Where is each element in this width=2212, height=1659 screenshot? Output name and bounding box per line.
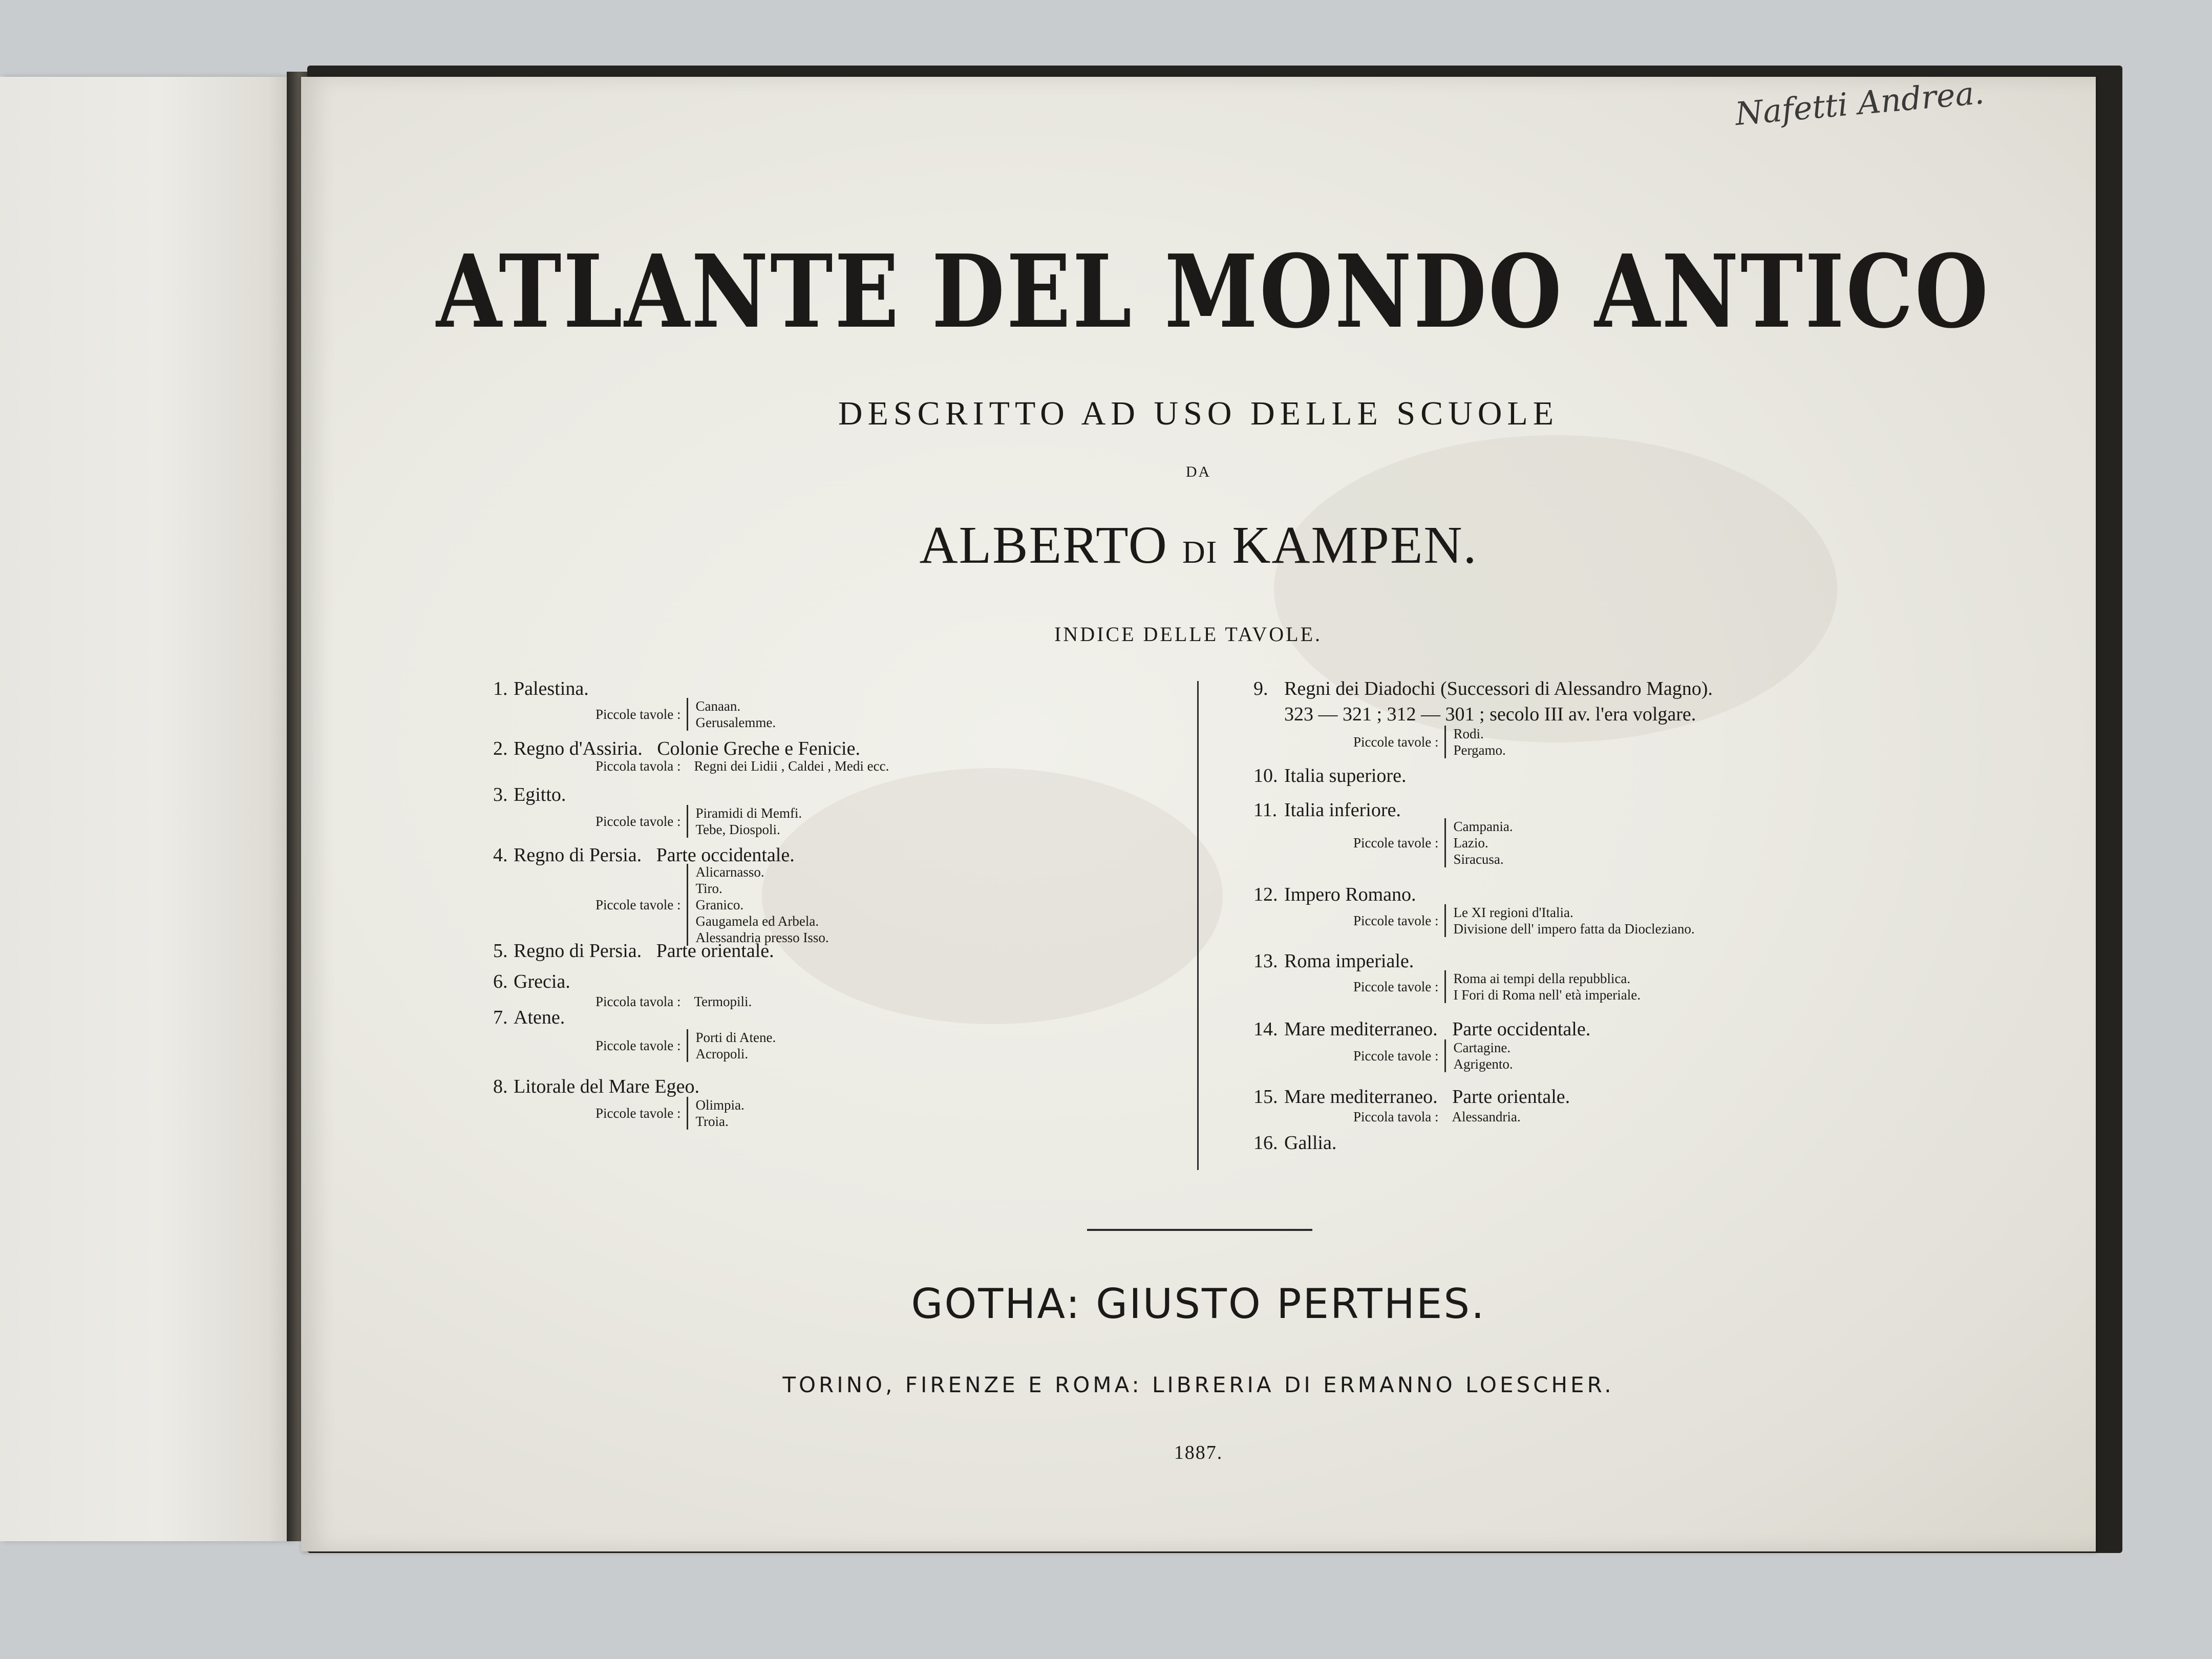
brace-group — [1444, 970, 1641, 1003]
book-subtitle: DESCRITTO AD USO DELLE SCUOLE — [838, 395, 1559, 432]
entry-title: Mare mediterraneo. Parte occidentale. — [1284, 1018, 1591, 1040]
small-maps-list — [595, 864, 829, 946]
small-maps-list — [1353, 818, 1513, 867]
small-map-item: Piramidi di Memfi. — [695, 805, 802, 821]
index-entry — [493, 677, 589, 700]
index-entry — [1253, 883, 1416, 906]
small-maps-list — [1353, 970, 1641, 1003]
index-entry — [1253, 1018, 1590, 1040]
small-maps-list — [1353, 904, 1695, 937]
entry-number: 14. — [1253, 1018, 1278, 1040]
distributors: TORINO, FIRENZE E ROMA: LIBRERIA DI ERMANNO LOESCHER. — [782, 1372, 1614, 1397]
by-word: DA — [1185, 463, 1211, 480]
entry-number: 9. — [1253, 678, 1268, 699]
small-map-item: Lazio. — [1453, 835, 1488, 850]
entry-title: Italia superiore. — [1284, 765, 1407, 786]
brace-group — [687, 993, 752, 1010]
brace-group — [1444, 818, 1513, 867]
entry-number: 6. — [493, 971, 508, 992]
entry-number: 5. — [493, 940, 508, 962]
small-map-item: Gaugamela ed Arbela. — [695, 913, 819, 929]
entry-title: Gallia. — [1284, 1132, 1337, 1154]
brace-group — [1444, 1039, 1513, 1072]
small-maps-label: Piccole tavole : — [595, 897, 681, 912]
entry-number: 4. — [493, 844, 508, 866]
small-map-item: Siracusa. — [1453, 852, 1504, 867]
small-maps-label: Piccola tavola : — [1353, 1109, 1439, 1124]
small-map-item: Divisione dell' impero fatta da Diocleziano. — [1453, 921, 1695, 937]
small-maps-list — [1353, 1109, 1521, 1125]
small-maps-label: Piccole tavole : — [1353, 1048, 1439, 1064]
author-first: ALBERTO — [919, 516, 1168, 575]
small-map-item: Pergamo. — [1453, 742, 1506, 758]
publication-year: 1887. — [1174, 1442, 1223, 1463]
entry-title: Regno d'Assiria. Colonie Greche e Fenicie. — [514, 738, 860, 759]
entry-number: 13. — [1253, 950, 1278, 972]
paper-stain — [762, 768, 1223, 1024]
small-maps-list — [595, 758, 889, 774]
small-maps-list — [595, 805, 802, 838]
index-entry — [493, 737, 860, 760]
small-map-item: Campania. — [1453, 819, 1513, 834]
entry-title-continued: 323 — 321 ; 312 — 301 ; secolo III av. l'era volgare. — [1284, 704, 1696, 725]
index-heading: INDICE DELLE TAVOLE. — [1054, 623, 1323, 646]
small-map-item: Cartagine. — [1453, 1040, 1511, 1055]
entry-title: Egitto. — [514, 784, 566, 805]
author-last: KAMPEN. — [1232, 516, 1478, 575]
small-maps-list — [1353, 1039, 1513, 1072]
index-entry — [1253, 764, 1406, 787]
small-maps-label: Piccole tavole : — [1353, 835, 1439, 850]
small-map-item: Roma ai tempi della repubblica. — [1453, 971, 1631, 986]
brace-group — [687, 698, 776, 731]
small-map-item: Granico. — [695, 897, 744, 912]
index-entry — [1253, 677, 1713, 700]
entry-number: 10. — [1253, 765, 1278, 786]
small-map-item: Rodi. — [1453, 726, 1484, 741]
small-map-item: Tebe, Diospoli. — [695, 822, 780, 837]
small-map-item: Tiro. — [695, 881, 722, 896]
entry-title: Mare mediterraneo. Parte orientale. — [1284, 1086, 1570, 1108]
small-maps-label: Piccola tavola : — [595, 758, 681, 774]
entry-number: 16. — [1253, 1132, 1278, 1154]
small-maps-label: Piccole tavole : — [1353, 979, 1439, 994]
small-maps-list — [595, 993, 752, 1010]
author-di: DI — [1182, 535, 1218, 570]
small-maps-label: Piccole tavole : — [1353, 734, 1439, 750]
index-entry — [493, 940, 774, 962]
entry-number: 1. — [493, 678, 508, 699]
entry-title: Atene. — [514, 1007, 565, 1028]
small-map-item: Porti di Atene. — [695, 1030, 776, 1045]
entry-number: 11. — [1253, 799, 1278, 821]
brace-group — [1444, 726, 1505, 758]
small-maps-list — [595, 698, 776, 731]
handwritten-signature: Nafetti Andrea. — [1733, 73, 1986, 133]
small-maps-label: Piccole tavole : — [595, 1037, 681, 1053]
column-divider — [1197, 681, 1199, 1170]
small-maps-label: Piccole tavole : — [1353, 912, 1439, 928]
small-map-item: Acropoli. — [695, 1046, 749, 1061]
entry-title: Regno di Persia. Parte orientale. — [514, 940, 774, 962]
small-map-item: Olimpia. — [695, 1097, 745, 1113]
brace-group — [687, 805, 802, 838]
entry-number: 3. — [493, 784, 508, 805]
small-map-item: Agrigento. — [1453, 1056, 1513, 1072]
entry-number: 15. — [1253, 1086, 1278, 1108]
brace-group — [687, 1029, 776, 1062]
small-map-item: Alessandria. — [1452, 1109, 1521, 1124]
small-maps-label: Piccola tavola : — [595, 993, 681, 1009]
entry-title: Regni dei Diadochi (Successori di Alessandro Magno). — [1284, 678, 1713, 699]
title-page — [301, 73, 2096, 1551]
brace-group — [1444, 904, 1694, 937]
entry-title: Litorale del Mare Egeo. — [514, 1076, 699, 1097]
index-entry — [493, 1075, 699, 1098]
small-map-item: Gerusalemme. — [695, 715, 776, 730]
brace-group — [687, 864, 828, 946]
publisher: GOTHA: GIUSTO PERTHES. — [911, 1280, 1486, 1328]
small-maps-label: Piccole tavole : — [595, 706, 681, 722]
small-map-item: Alessandria presso Isso. — [695, 930, 829, 945]
entry-title: Grecia. — [514, 971, 570, 992]
entry-title: Regno di Persia. Parte occidentale. — [514, 844, 795, 866]
entry-number: 7. — [493, 1007, 508, 1028]
entry-title: Impero Romano. — [1284, 884, 1416, 905]
small-map-item: Canaan. — [695, 698, 741, 714]
brace-group — [687, 1097, 744, 1130]
author-name — [301, 515, 2096, 576]
entry-number: 8. — [493, 1076, 508, 1097]
book-title: ATLANTE DEL MONDO ANTICO — [436, 233, 1990, 351]
entry-number: 12. — [1253, 884, 1278, 905]
brace-group — [687, 758, 889, 774]
index-entry — [493, 844, 795, 866]
small-map-item: I Fori di Roma nell' età imperiale. — [1453, 987, 1641, 1003]
separator-line — [1087, 1229, 1312, 1231]
small-map-item: Regni dei Lidii , Caldei , Medi ecc. — [694, 758, 889, 774]
index-entry — [493, 1006, 565, 1029]
entry-number: 2. — [493, 738, 508, 759]
left-page — [0, 77, 292, 1541]
small-map-item: Termopili. — [694, 994, 752, 1009]
entry-title: Palestina. — [514, 678, 589, 699]
entry-title: Roma imperiale. — [1284, 950, 1414, 972]
small-map-item: Troia. — [695, 1114, 729, 1129]
index-entry — [1253, 950, 1414, 972]
small-map-item: Alicarnasso. — [695, 864, 764, 880]
index-entry — [1253, 1086, 1570, 1108]
entry-title: Italia inferiore. — [1284, 799, 1401, 821]
index-entry — [493, 970, 570, 993]
small-map-item: Le XI regioni d'Italia. — [1453, 905, 1573, 920]
small-maps-list — [1353, 726, 1506, 758]
brace-group — [1444, 1109, 1520, 1125]
small-maps-label: Piccole tavole : — [595, 813, 681, 829]
index-entry — [493, 783, 566, 806]
small-maps-label: Piccole tavole : — [595, 1105, 681, 1121]
small-maps-list — [595, 1029, 776, 1062]
small-maps-list — [595, 1097, 745, 1130]
index-entry — [1253, 1132, 1336, 1154]
